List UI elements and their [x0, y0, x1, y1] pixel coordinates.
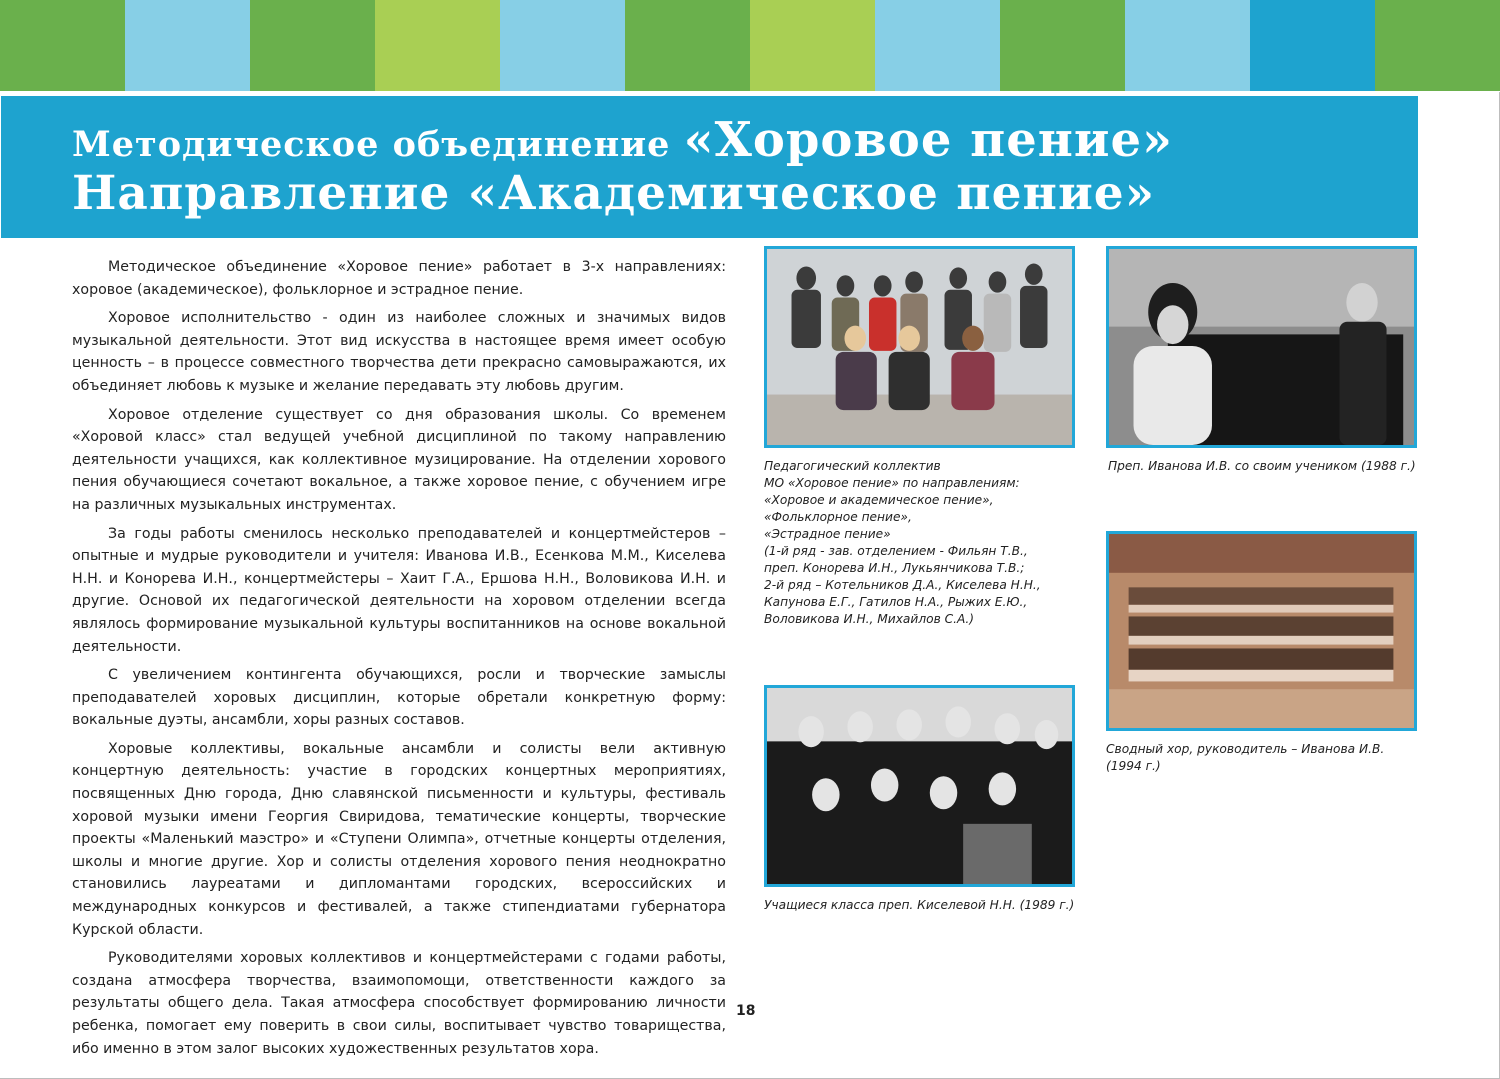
- caption-staff: [764, 458, 1041, 628]
- paragraph: Хоровое исполнительство - один из наиболее сложных и значимых видов музыкальной деятельности. Этот вид искусства в настоящее время имеет особую ценность – в процессе совместного творчества дети прекрасно самовыражаются, их объединяет любовь к музыке и желание передавать эту любовь другим.: [72, 310, 726, 394]
- title-prefix: Методическое объединение: [72, 124, 684, 165]
- caption-choir: [1106, 741, 1384, 775]
- paragraph: За годы работы сменилось несколько преподавателей и концертмейстеров – опытные и мудрые руководители и учителя: Иванова И.В., Есенкова М.М., Киселева Н.Н. и Конорева И.Н., концертмейстеры – Хаит Г.А., Ершова Н.Н., Воловикова И.Н. и другие. Основой их педагогической деятельности на хоровом отделении всегда являлось формирование музыкальной культуры воспитанников на основе вокальной деятельности.: [72, 525, 726, 655]
- stripe-block: [1250, 0, 1375, 91]
- caption-line: Капунова Е.Г., Гатилов Н.А., Рыжих Е.Ю.,: [764, 595, 1028, 609]
- photo-staff-group: [764, 246, 1075, 448]
- stripe-block: [500, 0, 625, 91]
- article-text: [72, 256, 726, 1066]
- caption-line: преп. Конорева И.Н., Лукьянчикова Т.В.;: [764, 561, 1025, 575]
- caption-line: МО «Хоровое пение» по направлениям:: [764, 476, 1020, 490]
- caption-line: 2-й ряд – Котельников Д.А., Киселева Н.Н.,: [764, 578, 1041, 592]
- caption-line: «Эстрадное пение»: [764, 527, 891, 541]
- caption-students: Учащиеся класса преп. Киселевой Н.Н. (1989 г.): [764, 898, 1075, 912]
- photo-students-class: [764, 685, 1075, 887]
- caption-line: (1994 г.): [1106, 759, 1161, 773]
- page-title-line-1: [72, 112, 1173, 168]
- title-emphasis: «Хоровое пение»: [683, 112, 1174, 168]
- top-color-stripes: [0, 0, 1500, 91]
- stripe-block: [1000, 0, 1125, 91]
- page-number: 18: [736, 1003, 756, 1019]
- stripe-block: [1375, 0, 1500, 91]
- stripe-block: [125, 0, 250, 91]
- caption-line: «Фольклорное пение»,: [764, 510, 912, 524]
- photo-teacher-student: [1106, 246, 1417, 448]
- paragraph: Методическое объединение «Хоровое пение» работает в 3-х направлениях: хоровое (академическое), фольклорное и эстрадное пение.: [72, 259, 726, 298]
- caption-line: Сводный хор, руководитель – Иванова И.В.: [1106, 742, 1385, 756]
- page-title-line-2: Направление «Академическое пение»: [72, 166, 1156, 221]
- stripe-block: [875, 0, 1000, 91]
- stripe-block: [250, 0, 375, 91]
- photo-combined-choir: [1106, 531, 1417, 731]
- caption-line: «Хоровое и академическое пение»,: [764, 493, 994, 507]
- paragraph: С увеличением контингента обучающихся, росли и творческие замыслы преподавателей хоровых дисциплин, которые обретали конкретную форму: вокальные дуэты, ансамбли, хоры разных составов.: [72, 667, 726, 729]
- caption-line: Воловикова И.Н., Михайлов С.А.): [764, 612, 974, 626]
- caption-line: (1-й ряд - зав. отделением - Фильян Т.В.,: [764, 544, 1028, 558]
- stripe-block: [375, 0, 500, 91]
- paragraph: Хоровые коллективы, вокальные ансамбли и солисты вели активную концертную деятельность: участие в городских концертных мероприятиях, посвященных Дню города, Дню славянской письменности и культуры, фестиваль хоровой музыки имени Георгия Свиридова, тематические концерты, творческие проекты «Маленький маэстро» и «Ступени Олимпа», отчетные концерты отделения, школы и многие другие. Хор и солисты отделения хорового пения неоднократно становились лауреатами и дипломантами городских, всероссийских и международных конкурсов и фестивалей, а также стипендиатами губернатора Курской области.: [72, 740, 726, 938]
- paragraph: Хоровое отделение существует со дня образования школы. Со временем «Хоровой класс» стал ведущей учебной дисциплиной по такому направлению деятельности учащихся, как коллективное музицирование. На отделении хорового пения обучающиеся сочетают вокальное, а также хоровое пение, с обучением игре на различных музыкальных инструментах.: [72, 406, 726, 513]
- caption-line: Педагогический коллектив: [764, 459, 941, 473]
- stripe-block: [0, 0, 125, 91]
- stripe-block: [750, 0, 875, 91]
- paragraph: Руководителями хоровых коллективов и концертмейстерами с годами работы, создана атмосфера творчества, взаимопомощи, ответственности каждого за результаты общего дела. Такая атмосфера способствует формированию личности ребенка, помогает ему поверить в свои силы, воспитывает чувство товарищества, ибо именно в этом залог высоких художественных результатов хора.: [72, 950, 726, 1057]
- stripe-block: [1125, 0, 1250, 91]
- stripe-block: [625, 0, 750, 91]
- caption-teacher-student: Преп. Иванова И.В. со своим учеником (1988 г.): [1108, 459, 1416, 473]
